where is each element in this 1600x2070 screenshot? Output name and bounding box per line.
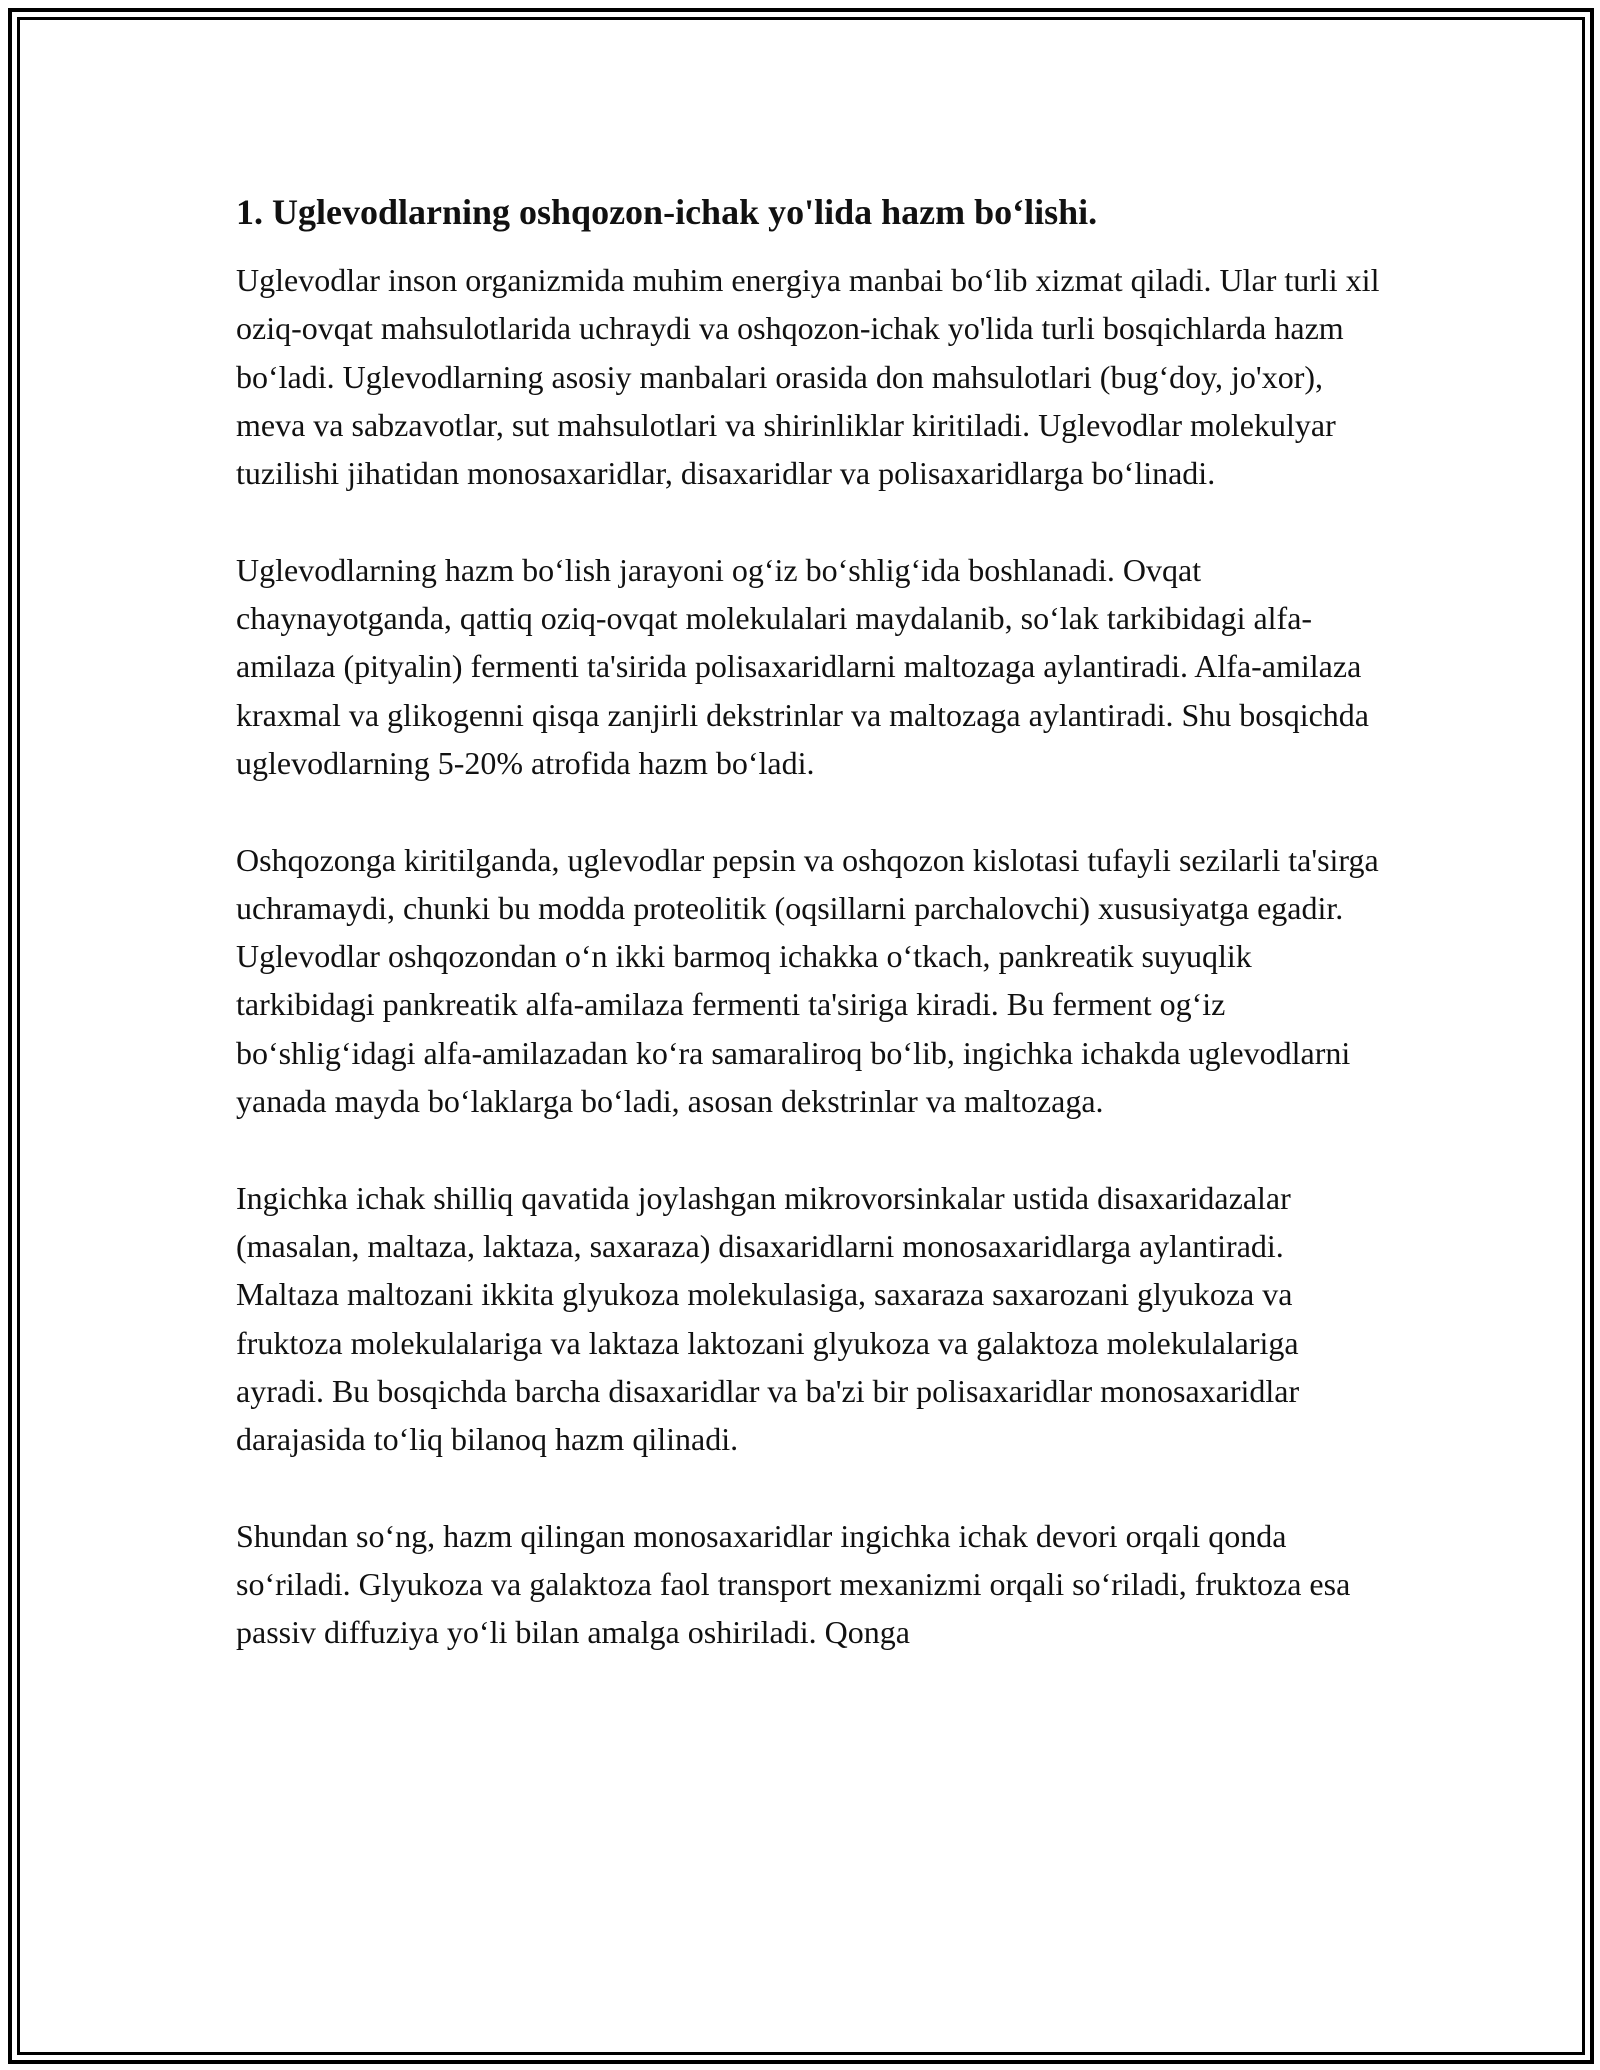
document-body bbox=[236, 188, 1386, 1705]
paragraph-1: Uglevodlar inson organizmida muhim energiya manbai bo‘lib xizmat qiladi. Ular turli xil oziq-ovqat mahsulotlarida uchraydi va oshqozon-ichak yo'lida turli bosqichlarda hazm bo‘ladi. Uglevodlarning asosiy manbalari orasida don mahsulotlari (bug‘doy, jo'xor), meva va sabzavotlar, sut mahsulotlari va shirinliklar kiritiladi. Uglevodlar molekulyar tuzilishi jihatidan monosaxaridlar, disaxaridlar va polisaxaridlarga bo‘linadi. bbox=[236, 262, 1380, 492]
paragraph-3: Oshqozonga kiritilganda, uglevodlar pepsin va oshqozon kislotasi tufayli sezilarli ta'sirga uchramaydi, chunki bu modda proteolitik (oqsillarni parchalovchi) xususiyatga egadir. Uglevodlar oshqozondan o‘n ikki barmoq ichakka o‘tkach, pankreatik suyuqlik tarkibidagi pankreatik alfa-amilaza fermenti ta'siriga kiradi. Bu ferment og‘iz bo‘shlig‘idagi alfa-amilazadan ko‘ra samaraliroq bo‘lib, ingichka ichakda uglevodlarni yanada mayda bo‘laklarga bo‘ladi, asosan dekstrinlar va maltozaga. bbox=[236, 841, 1379, 1120]
paragraph-4: Ingichka ichak shilliq qavatida joylashgan mikrovorsinkalar ustida disaxaridazalar (masalan, maltaza, laktaza, saxaraza) disaxaridlarni monosaxaridlarga aylantiradi. Maltaza maltozani ikkita glyukoza molekulasiga, saxaraza saxarozani glyukoza va fruktoza molekulalariga va laktaza laktozani glyukoza va galaktoza molekulalariga ayradi. Bu bosqichda barcha disaxaridlar va ba'zi bir polisaxaridlar monosaxaridlar darajasida to‘liq bilanoq hazm qilinadi. bbox=[236, 1179, 1300, 1458]
section-heading: 1. Uglevodlarning oshqozon-ichak yo'lida hazm bo‘lishi. bbox=[236, 192, 1098, 232]
paragraph-2: Uglevodlarning hazm bo‘lish jarayoni og‘iz bo‘shlig‘ida boshlanadi. Ovqat chaynayotganda, qattiq oziq-ovqat molekulalari maydalanib, so‘lak tarkibidagi alfa-amilaza (pityalin) fermenti ta'sirida polisaxaridlarni maltozaga aylantiradi. Alfa-amilaza kraxmal va glikogenni qisqa zanjirli dekstrinlar va maltozaga aylantiradi. Shu bosqichda uglevodlarning 5-20% atrofida hazm bo‘ladi. bbox=[236, 551, 1369, 781]
paragraph-5: Shundan so‘ng, hazm qilingan monosaxaridlar ingichka ichak devori orqali qonda so‘riladi. Glyukoza va galaktoza faol transport mexanizmi orqali so‘riladi, fruktoza esa passiv diffuziya yo‘li bilan amalga oshiriladi. Qonga bbox=[236, 1517, 1351, 1651]
